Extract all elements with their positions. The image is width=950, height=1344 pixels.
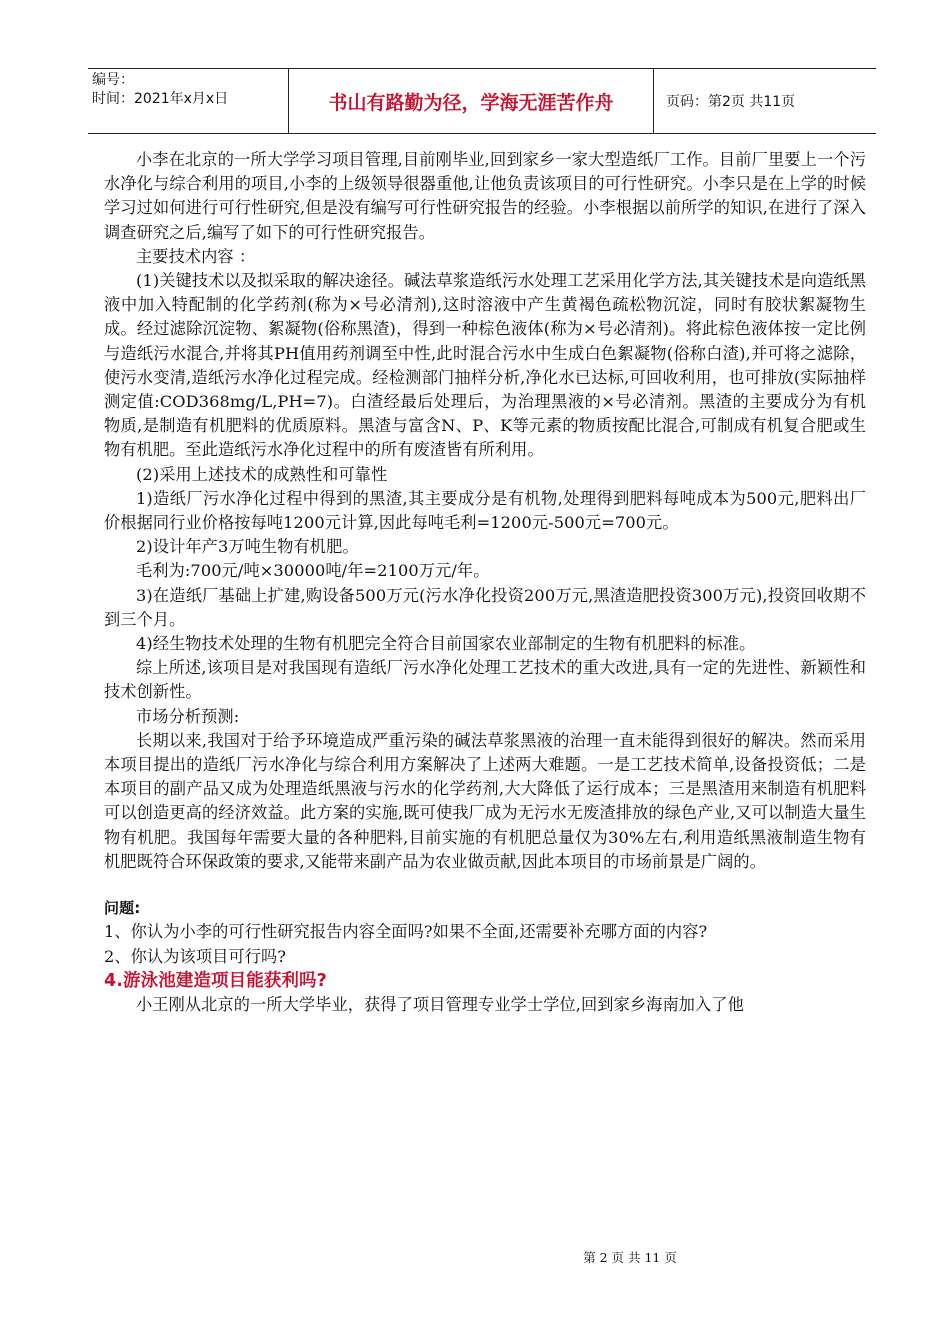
question-2: 2、你认为该项目可行吗? bbox=[104, 946, 287, 966]
question-1: 1、你认为小李的可行性研究报告内容全面吗?如果不全面,还需要补充哪方面的内容? bbox=[104, 922, 708, 942]
paragraph-point-3: 3)在造纸厂基础上扩建,购设备500万元(污水净化投资200万元,黑渣造肥投资300万元),投资回收期不到三个月。 bbox=[104, 585, 866, 629]
paragraph-market-heading: 市场分析预测: bbox=[136, 706, 240, 726]
document-number: 编号： bbox=[92, 72, 134, 88]
section-title: 4.游泳池建造项目能获利吗? bbox=[104, 970, 327, 991]
paragraph-key-tech: (1)关键技术以及拟采取的解决途径。碱法草浆造纸污水处理工艺采用化学方法,其关键技术是向造纸黑液中加入特配制的化学药剂(称为×号必清剂),这时溶液中产生黄褐色疏松物沉淀，同时有胶状絮凝物生成。经过滤除沉淀物、絮凝物(俗称黑渣)，得到一种棕色液体(称为×号必清剂)。将此棕色液体按一定比例与造纸污水混合,并将其PH值用药剂调至中性,此时混合污水中生成白色絮凝物(俗称白渣),并可将之滤除，使污水变清,造纸污水净化过程完成。经检测部门抽样分析,净化水已达标,可回收利用，也可排放(实际抽样测定值:COD368mg/L,PH=7)。白渣经最后处理后，为治理黑液的×号必清剂。黑渣的主要成分为有机物质,是制造有机肥料的优质原料。黑渣与富含N、P、K等元素的物质按配比混合,可制成有机复合肥或生物有机肥。至此造纸污水净化过程中的所有废渣皆有所利用。 bbox=[104, 271, 866, 460]
paragraph-market: 长期以来,我国对于给予环境造成严重污染的碱法草浆黑液的治理一直未能得到很好的解决。然而采用本项目提出的造纸厂污水净化与综合利用方案解决了上述两大难题。一是工艺技术简单,设备投资低；二是本项目的副产品又成为处理造纸黑液与污水的化学药剂,大大降低了运行成本；三是黑渣用来制造有机肥料可以创造更高的经济效益。此方案的实施,既可使我厂成为无污水无废渣排放的绿色产业,又可以制造大量生物有机肥。我国每年需要大量的各种肥料,目前实施的有机肥总量仅为30%左右,利用造纸黑液制造生物有机肥既符合环保政策的要求,又能带来副产品为农业做贡献,因此本项目的市场前景是广阔的。 bbox=[104, 730, 866, 871]
header-meta bbox=[88, 69, 289, 133]
paragraph-point-4: 4)经生物技术处理的生物有机肥完全符合目前国家农业部制定的生物有机肥料的标准。 bbox=[136, 634, 756, 654]
document-body bbox=[104, 148, 866, 1017]
paragraph-point-2: 2)设计年产3万吨生物有机肥。 bbox=[136, 537, 359, 557]
paragraph-intro: 小李在北京的一所大学学习项目管理,目前刚毕业,回到家乡一家大型造纸厂工作。目前厂里要上一个污水净化与综合利用的项目,小李的上级领导很器重他,让他负责该项目的可行性研究。小李只是在上学的时候学习过如何进行可行性研究,但是没有编写可行性研究报告的经验。小李根据以前所学的知识,在进行了深入调查研究之后,编写了如下的可行性研究报告。 bbox=[104, 150, 866, 242]
paragraph-summary: 综上所述,该项目是对我国现有造纸厂污水净化处理工艺技术的重大改进,具有一定的先进性、新颖性和技术创新性。 bbox=[104, 658, 866, 702]
page-header bbox=[88, 68, 876, 134]
page-footer: 第 2 页 共 11 页 bbox=[583, 1250, 677, 1265]
paragraph-maturity-heading: (2)采用上述技术的成熟性和可靠性 bbox=[136, 464, 388, 484]
paragraph-gross-profit: 毛利为:700元/吨×30000吨/年=2100万元/年。 bbox=[136, 561, 490, 581]
header-page-number: 页码：第2页 共11页 bbox=[666, 94, 796, 110]
questions-title: 问题: bbox=[104, 899, 141, 918]
section-intro: 小王刚从北京的一所大学毕业，获得了项目管理专业学士学位,回到家乡海南加入了他 bbox=[136, 994, 744, 1014]
paragraph-point-1: 1)造纸厂污水净化过程中得到的黑渣,其主要成分是有机物,处理得到肥料每吨成本为500元,肥料出厂价根据同行业价格按每吨1200元计算,因此每吨毛利=1200元-500元=700元。 bbox=[104, 488, 866, 533]
header-motto: 书山有路勤为径，学海无涯苦作舟 bbox=[289, 69, 654, 133]
document-time: 时间：2021年x月x日 bbox=[92, 91, 229, 107]
paragraph-tech-heading: 主要技术内容 ： bbox=[136, 246, 256, 266]
